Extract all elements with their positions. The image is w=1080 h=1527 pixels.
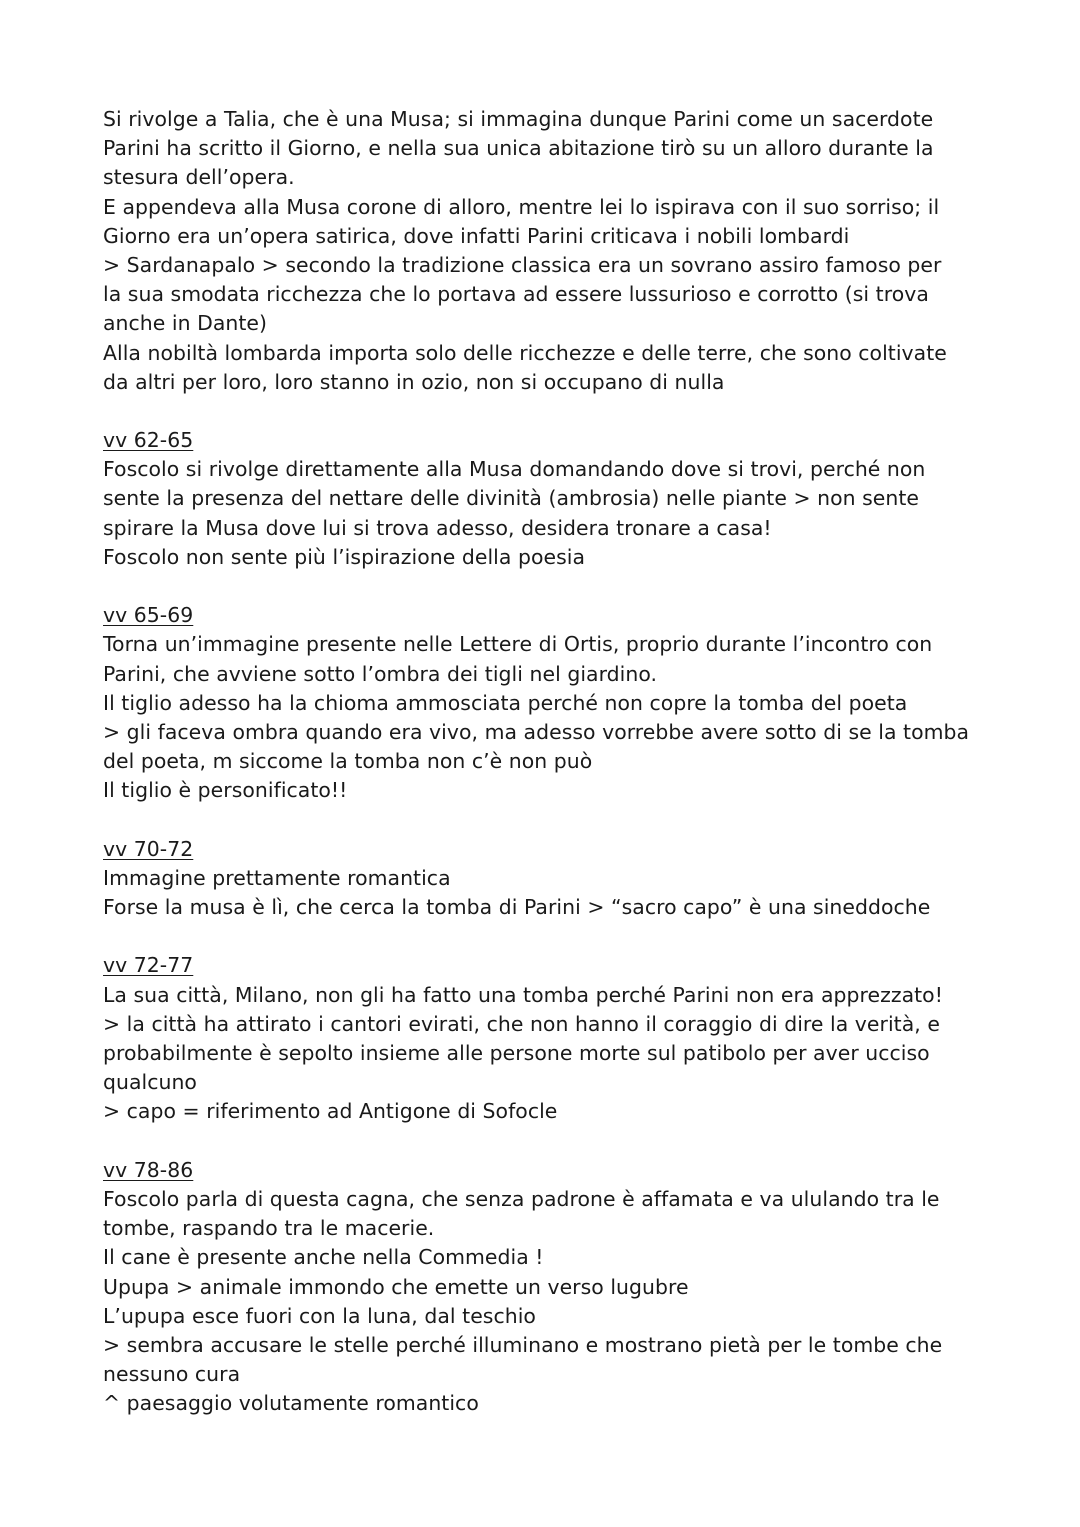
text-line: Foscolo non sente più l’ispirazione della poesia [103,544,585,569]
text-line: da altri per loro, loro stanno in ozio, non si occupano di nulla [103,369,725,394]
text-line: nessuno cura [103,1362,241,1387]
paragraph-gap [103,572,983,601]
paragraph-gap [103,922,983,951]
text-line: La sua città, Milano, non gli ha fatto una tomba perché Parini non era apprezzato! [103,982,943,1007]
text-line: qualcuno [103,1070,197,1095]
text-line: Giorno era un’opera satirica, dove infatti Parini criticava i nobili lombardi [103,223,850,248]
text-line: E appendeva alla Musa corone di alloro, mentre lei lo ispirava con il suo sorriso; il [103,194,940,219]
document-page [103,105,983,1418]
section-heading: vv 62-65 [103,428,194,453]
text-line: Immagine prettamente romantica [103,865,451,890]
text-line: Upupa > animale immondo che emette un verso lugubre [103,1274,689,1299]
text-line: la sua smodata ricchezza che lo portava ad essere lussurioso e corrotto (si trova [103,282,929,307]
text-line: > capo = riferimento ad Antigone di Sofocle [103,1099,558,1124]
text-line: Si rivolge a Talia, che è una Musa; si immagina dunque Parini come un sacerdote [103,107,934,131]
text-line: Alla nobiltà lombarda importa solo delle ricchezze e delle terre, che sono coltivate [103,340,947,365]
text-line: sente la presenza del nettare delle divinità (ambrosia) nelle piante > non sente [103,486,920,511]
text-line: anche in Dante) [103,311,268,336]
text-line: Torna un’immagine presente nelle Lettere di Ortis, proprio durante l’incontro con [103,632,933,657]
text-line: Foscolo parla di questa cagna, che senza padrone è affamata e va ululando tra le [103,1186,940,1211]
text-line: tombe, raspando tra le macerie. [103,1216,435,1241]
text-line: > Sardanapalo > secondo la tradizione classica era un sovrano assiro famoso per [103,252,942,277]
text-line: Parini, che avviene sotto l’ombra dei tigli nel giardino. [103,661,658,686]
section-vv-72-77 [103,951,983,1126]
section-vv-65-69 [103,601,983,805]
text-line: probabilmente è sepolto insieme alle persone morte sul patibolo per aver ucciso [103,1041,930,1065]
section-vv-78-86 [103,1156,983,1419]
text-line: Foscolo si rivolge direttamente alla Musa domandando dove si trovi, perché non [103,457,926,482]
text-line: > sembra accusare le stelle perché illuminano e mostrano pietà per le tombe che [103,1332,943,1357]
text-line: > gli faceva ombra quando era vivo, ma adesso vorrebbe avere sotto di se la tomba [103,719,970,744]
text-line: > la città ha attirato i cantori evirati, che non hanno il coraggio di dire la verità, e [103,1011,940,1036]
text-line: Il tiglio è personificato!! [103,778,348,803]
text-line: ^ paesaggio volutamente romantico [103,1391,479,1416]
section-heading: vv 65-69 [103,603,194,628]
paragraph-gap [103,397,983,426]
paragraph-gap [103,806,983,835]
text-line: Parini ha scritto il Giorno, e nella sua unica abitazione tirò su un alloro durante la [103,136,934,161]
section-vv-70-72 [103,835,983,923]
text-line: L’upupa esce fuori con la luna, dal teschio [103,1303,536,1328]
section-heading: vv 70-72 [103,836,194,861]
section-vv-62-65 [103,426,983,572]
text-line: spirare la Musa dove lui si trova adesso, desidera tronare a casa! [103,515,772,540]
text-line: stesura dell’opera. [103,165,295,190]
section-heading: vv 78-86 [103,1157,194,1182]
text-line: Forse la musa è lì, che cerca la tomba di Parini > “sacro capo” è una sineddoche [103,895,931,920]
text-line: Il cane è presente anche nella Commedia ! [103,1245,544,1270]
text-line: Il tiglio adesso ha la chioma ammosciata perché non copre la tomba del poeta [103,690,908,715]
paragraph-gap [103,1127,983,1156]
text-line: del poeta, m siccome la tomba non c’è non può [103,749,593,774]
intro-paragraph [103,105,983,397]
section-heading: vv 72-77 [103,953,194,978]
